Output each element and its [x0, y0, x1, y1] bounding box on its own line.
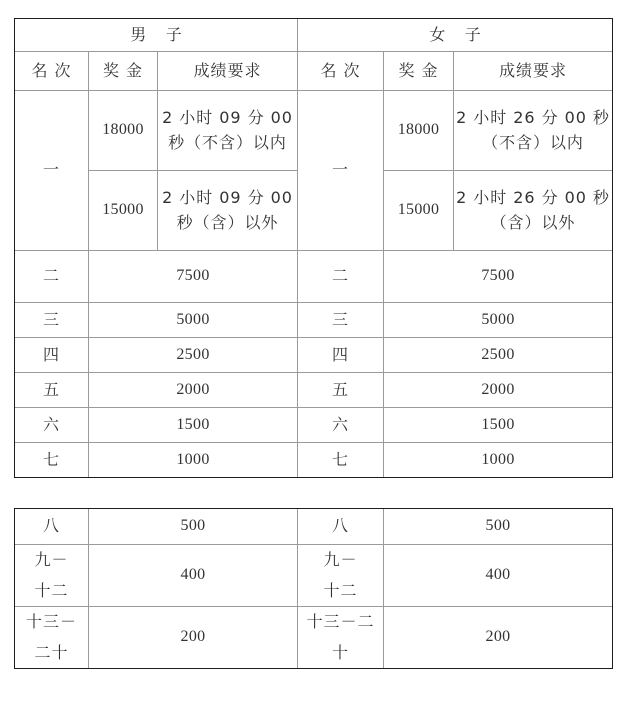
rank-line: 八: [332, 516, 349, 536]
women-requirement-first-tier2: [454, 171, 613, 251]
women-prize: 400: [384, 545, 613, 607]
group-header-row: [15, 19, 613, 52]
table-row: [15, 338, 613, 373]
women-rank: [298, 607, 384, 669]
men-rank: 七: [15, 443, 89, 478]
women-requirement-first-tier1: [454, 91, 613, 171]
rank-line: 十: [332, 642, 349, 662]
secondary-prize-table: [14, 508, 613, 669]
men-prize: 400: [89, 545, 298, 607]
women-rank: 六: [298, 408, 384, 443]
rank-line: 八: [43, 516, 60, 536]
men-prize: 7500: [89, 251, 298, 303]
rank-line: 十三－: [26, 612, 77, 632]
men-prize: 1000: [89, 443, 298, 478]
women-rank: 七: [298, 443, 384, 478]
requirement-line: 秒（不含）以内: [168, 132, 287, 152]
men-rank-first: 一: [15, 91, 89, 251]
men-rank: [15, 607, 89, 669]
prize-tables-container: [14, 18, 612, 669]
requirement-line: 2 小时 26 分 00 秒: [456, 187, 610, 207]
women-requirement-header: 成绩要求: [454, 52, 613, 91]
men-prize: 200: [89, 607, 298, 669]
men-rank: 三: [15, 303, 89, 338]
men-prize: 5000: [89, 303, 298, 338]
men-prize: 2000: [89, 373, 298, 408]
requirement-line: （不含）以内: [482, 132, 584, 152]
women-rank: 四: [298, 338, 384, 373]
men-rank-header: 名 次: [15, 52, 89, 91]
women-rank: 三: [298, 303, 384, 338]
men-rank: [15, 545, 89, 607]
table-row: [15, 408, 613, 443]
men-rank: 五: [15, 373, 89, 408]
women-prize: 2500: [384, 338, 613, 373]
men-group-header: 男 子: [15, 19, 298, 52]
men-prize-first-tier2: 15000: [89, 171, 158, 251]
women-group-header: 女 子: [298, 19, 613, 52]
men-prize: 500: [89, 509, 298, 545]
main-prize-table: [14, 18, 613, 478]
men-prize-header: 奖 金: [89, 52, 158, 91]
women-prize: 1000: [384, 443, 613, 478]
table-row: [15, 303, 613, 338]
table-row: [15, 443, 613, 478]
men-rank: [15, 509, 89, 545]
men-rank: 六: [15, 408, 89, 443]
women-prize-header: 奖 金: [384, 52, 454, 91]
table-row: [15, 509, 613, 545]
rank-line: 十三－二: [306, 612, 375, 632]
women-prize: 1500: [384, 408, 613, 443]
table-row: [15, 545, 613, 607]
column-header-row: [15, 52, 613, 91]
women-prize-first-tier2: 15000: [384, 171, 454, 251]
women-prize: 2000: [384, 373, 613, 408]
women-prize-first-tier1: 18000: [384, 91, 454, 171]
rank-line: 九－: [323, 550, 358, 570]
men-prize-first-tier1: 18000: [89, 91, 158, 171]
table-row: [15, 91, 613, 171]
men-prize: 1500: [89, 408, 298, 443]
table-row: [15, 607, 613, 669]
requirement-line: 2 小时 09 分 00: [162, 107, 293, 127]
women-rank: 二: [298, 251, 384, 303]
women-prize: 7500: [384, 251, 613, 303]
rank-line: 二十: [34, 642, 69, 662]
table-row: [15, 373, 613, 408]
men-requirement-header: 成绩要求: [158, 52, 298, 91]
women-rank: [298, 509, 384, 545]
men-rank: 二: [15, 251, 89, 303]
requirement-line: （含）以外: [490, 212, 576, 232]
men-rank: 四: [15, 338, 89, 373]
women-prize: 500: [384, 509, 613, 545]
men-requirement-first-tier2: [158, 171, 298, 251]
table-row: [15, 251, 613, 303]
requirement-line: 2 小时 09 分 00: [162, 187, 293, 207]
rank-line: 十二: [323, 580, 358, 600]
women-prize: 5000: [384, 303, 613, 338]
requirement-line: 2 小时 26 分 00 秒: [456, 107, 610, 127]
women-rank: [298, 545, 384, 607]
women-rank-first: 一: [298, 91, 384, 251]
rank-line: 九－: [34, 550, 69, 570]
women-prize: 200: [384, 607, 613, 669]
rank-line: 十二: [34, 580, 69, 600]
men-requirement-first-tier1: [158, 91, 298, 171]
table-separator-gap: [14, 478, 612, 508]
women-rank: 五: [298, 373, 384, 408]
men-prize: 2500: [89, 338, 298, 373]
requirement-line: 秒（含）以外: [176, 212, 279, 232]
women-rank-header: 名 次: [298, 52, 384, 91]
